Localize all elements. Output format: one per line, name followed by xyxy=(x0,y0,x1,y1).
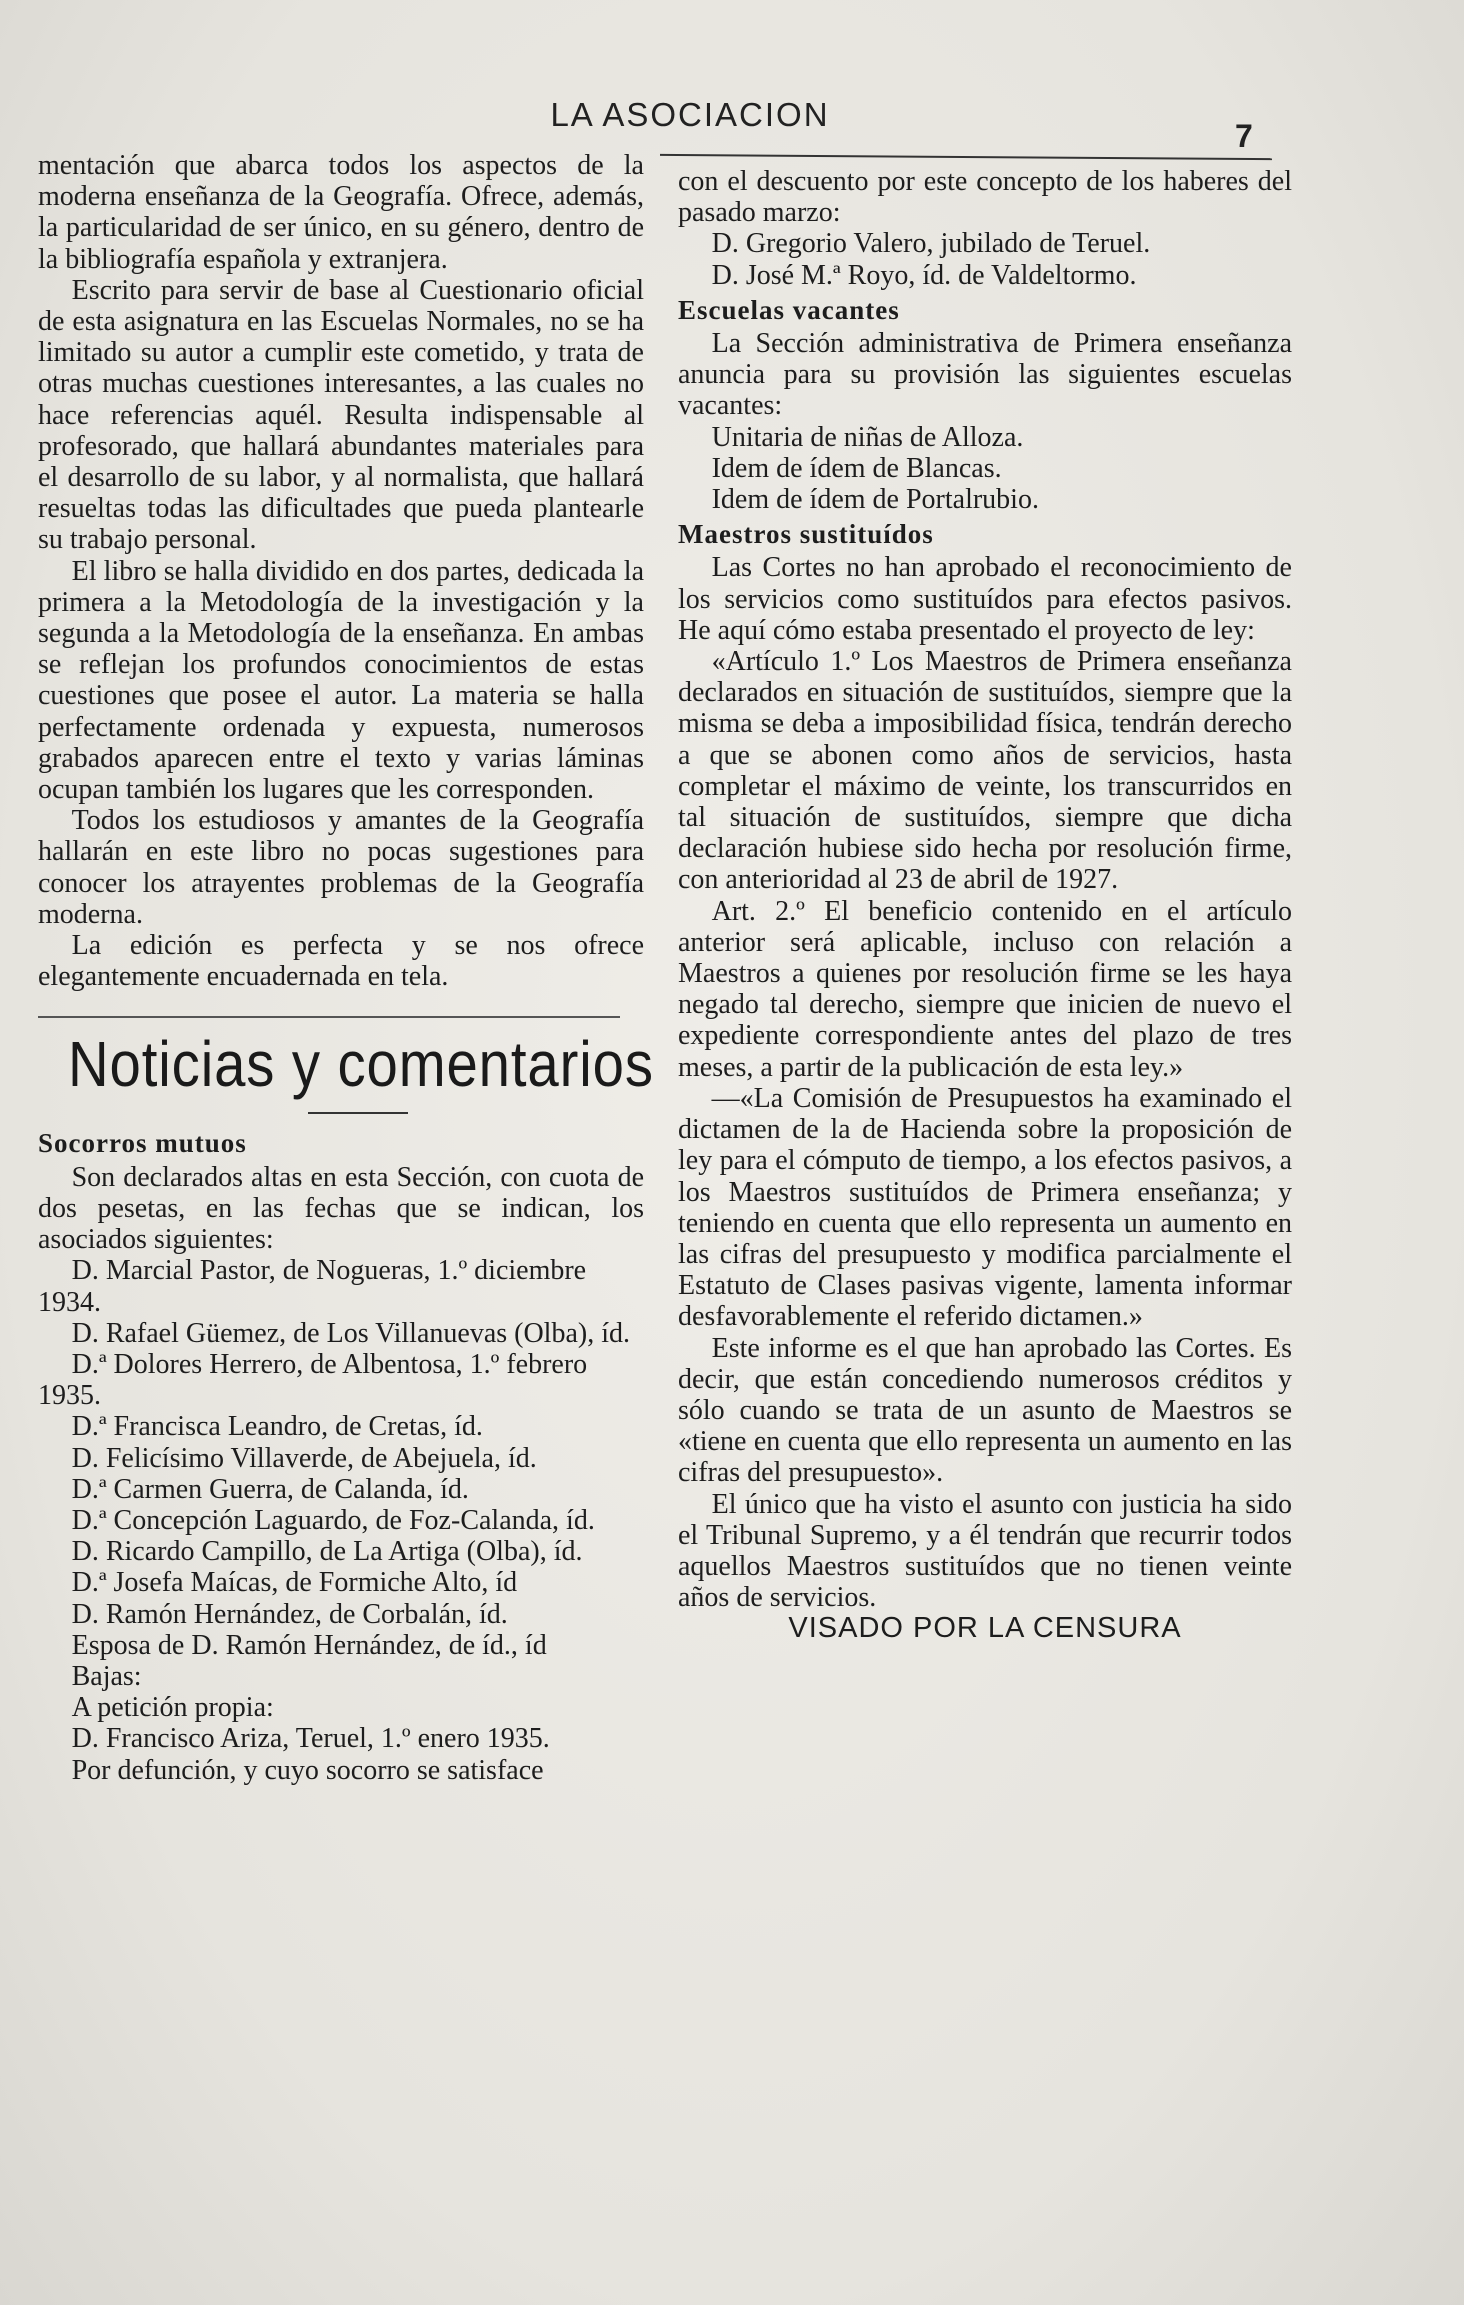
book-review-paragraph: Escrito para servir de base al Cuestionario oficial de esta asignatura en las Escuelas Normales, no se ha limitado su autor a cumplir este cometido, y trata de otras muchas cuestiones interesantes, a las cuales no hace referencias aquél. Resulta indispensable al profesorado, que hallará abundantes materiales para el desarrollo de su labor, y al normalista, que hallará resueltas todas las dificultades que pueda plantearle su trabajo personal. xyxy=(38,274,644,556)
list-item: Por defunción, y cuyo socorro se satisface xyxy=(71,1754,544,1786)
list-item: D.ª Francisca Leandro, de Cretas, íd. xyxy=(71,1411,483,1443)
section-title: Noticias y comentarios xyxy=(68,1028,654,1101)
escuelas-intro: La Sección administrativa de Primera enseñanza anuncia para su provisión las siguientes escuelas vacantes: xyxy=(678,328,1292,422)
list-item: A petición propia: xyxy=(71,1692,274,1724)
section-divider xyxy=(38,1016,620,1018)
maestros-paragraph: Art. 2.º El beneficio contenido en el artículo anterior será aplicable, incluso con relación a Maestros a quienes por resolución firme se les haya negado tal derecho, siempre que inicien de nuevo el expediente correspondiente antes del plazo de tres meses, a partir de la publicación de esta ley.» xyxy=(678,895,1292,1083)
list-item: D. Francisco Ariza, Teruel, 1.º enero 1935. xyxy=(71,1723,550,1755)
page-number: 7 xyxy=(1235,118,1253,154)
socorros-intro: Son declarados altas en esta Sección, con cuota de dos pesetas, en las fechas que se indican, los asociados siguientes: xyxy=(38,1161,644,1256)
maestros-paragraph: Las Cortes no han aprobado el reconocimiento de los servicios como sustituídos para efectos pasivos. He aquí cómo estaba presentado el proyecto de ley: xyxy=(678,552,1292,646)
maestros-paragraph: Este informe es el que han aprobado las Cortes. Es decir, que están concediendo numerosos créditos y sólo cuando se trata de un asunto de Maestros se «tiene en cuenta que ello representa un aumento en las cifras del presupuesto». xyxy=(678,1332,1292,1489)
maestros-heading: Maestros sustituídos xyxy=(678,519,934,550)
list-item: D.ª Concepción Laguardo, de Foz-Calanda, íd. xyxy=(71,1504,595,1536)
book-review-paragraph: Todos los estudiosos y amantes de la Geografía hallarán en este libro no pocas sugestiones para conocer los atrayentes problemas de la Geografía moderna. xyxy=(38,805,644,930)
header-rule xyxy=(660,154,1272,160)
section-title-underline xyxy=(308,1112,408,1114)
list-item: D. Ramón Hernández, de Corbalán, íd. xyxy=(71,1598,508,1630)
list-item: D. José M.ª Royo, íd. de Valdeltormo. xyxy=(711,259,1137,291)
book-review-paragraph: El libro se halla dividido en dos partes, dedicada la primera a la Metodología de la investigación y la segunda a la Metodología de la enseñanza. En ambas se reflejan los profundos conocimientos de estas cuestiones que posee el autor. La materia se halla perfectamente ordenada y expuesta, numerosos grabados aparecen entre el texto y varias láminas ocupan también los lugares que les corresponden. xyxy=(38,555,644,806)
list-item: Esposa de D. Ramón Hernández, de íd., íd xyxy=(71,1629,547,1661)
list-item: D.ª Carmen Guerra, de Calanda, íd. xyxy=(71,1473,469,1505)
page-header-title: LA ASOCIACION xyxy=(550,96,830,133)
list-item: Unitaria de niñas de Alloza. xyxy=(711,421,1024,453)
list-item: Idem de ídem de Portalrubio. xyxy=(711,484,1039,516)
censor-stamp-text: VISADO POR LA CENSURA xyxy=(788,1612,1182,1645)
list-item: D. Rafael Güemez, de Los Villanuevas (Olba), íd. xyxy=(71,1317,630,1349)
list-item: D.ª Dolores Herrero, de Albentosa, 1.º febrero 1935. xyxy=(38,1348,588,1412)
book-review-paragraph: La edición es perfecta y se nos ofrece elegantemente encuadernada en tela. xyxy=(38,930,644,993)
list-item: D. Felicísimo Villaverde, de Abejuela, íd. xyxy=(71,1442,537,1474)
left-column xyxy=(38,150,654,1786)
right-column xyxy=(678,166,1292,1645)
list-item: D. Marcial Pastor, de Nogueras, 1.º diciembre 1934. xyxy=(38,1255,587,1318)
maestros-paragraph: El único que ha visto el asunto con justicia ha sido el Tribunal Supremo, y a él tendrán que recurrir todos aquellos Maestros sustituídos que no tienen veinte años de servicios. xyxy=(678,1488,1292,1614)
socorros-heading: Socorros mutuos xyxy=(38,1128,247,1159)
maestros-paragraph: —«La Comisión de Presupuestos ha examinado el dictamen de la de Hacienda sobre la proposición de ley para el cómputo de tiempo, a los efectos pasivos, a los Maestros sustituídos de Primera enseñanza; y teniendo en cuenta que ello representa un aumento en las cifras del presupuesto y modifica parcialmente el Estatuto de Clases pasivas vigente, lamenta informar desfavorablemente el referido dictamen.» xyxy=(678,1082,1292,1333)
list-item: D. Gregorio Valero, jubilado de Teruel. xyxy=(711,228,1151,260)
continuation-paragraph: con el descuento por este concepto de los haberes del pasado marzo: xyxy=(678,166,1292,229)
escuelas-heading: Escuelas vacantes xyxy=(678,294,900,325)
list-item: Bajas: xyxy=(71,1660,142,1692)
maestros-paragraph: «Artículo 1.º Los Maestros de Primera enseñanza declarados en situación de sustituídos, siempre que la misma se deba a imposibilidad física, tendrán derecho a que se abonen como años de servicios, hasta completar el máximo de veinte, los transcurridos en tal situación de sustituídos, siempre que dicha declaración hubiese sido hecha por resolución firme, con anterioridad al 23 de abril de 1927. xyxy=(678,646,1292,896)
book-review-paragraph: mentación que abarca todos los aspectos de la moderna enseñanza de la Geografía. Ofrece, además, la particularidad de ser único, en su género, dentro de la bibliografía española y extranjera. xyxy=(38,150,644,275)
list-item: D.ª Josefa Maícas, de Formiche Alto, íd xyxy=(71,1567,518,1599)
list-item: Idem de ídem de Blancas. xyxy=(711,452,1002,484)
list-item: D. Ricardo Campillo, de La Artiga (Olba), íd. xyxy=(71,1536,583,1568)
